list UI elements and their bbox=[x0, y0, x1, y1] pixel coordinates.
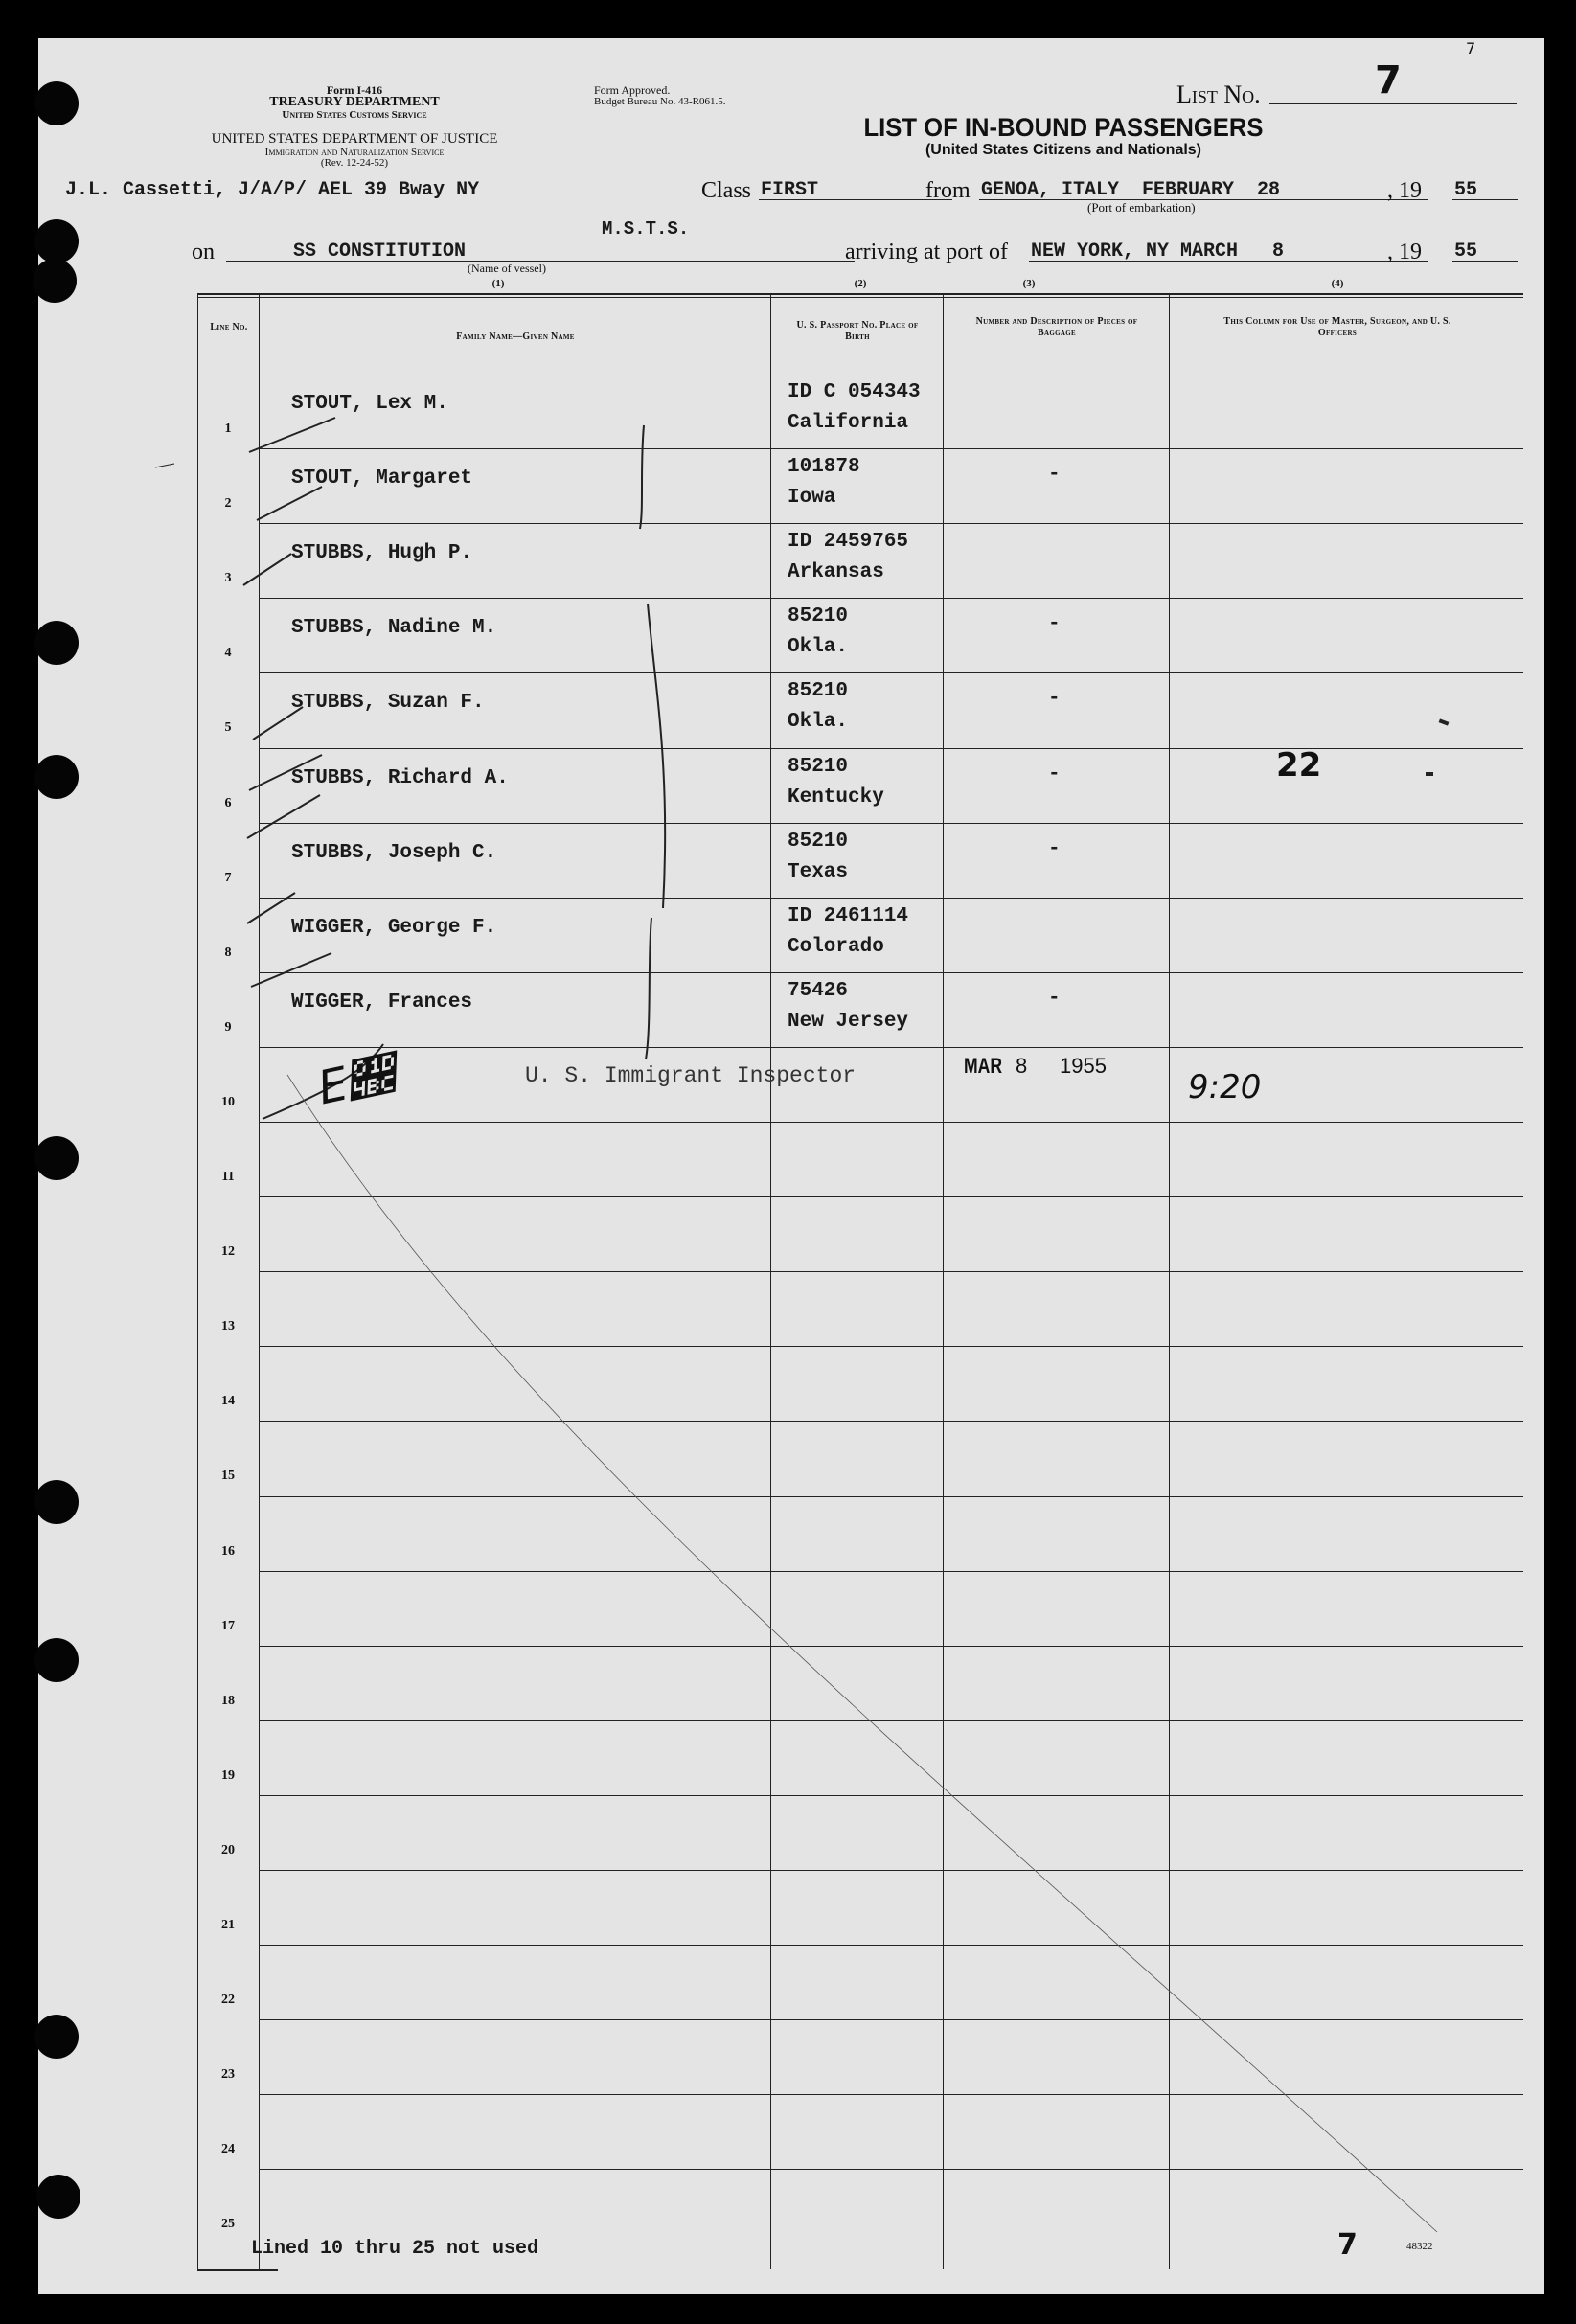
baggage-count: - bbox=[1048, 763, 1061, 786]
from-value: GENOA, ITALY FEBRUARY 28 bbox=[981, 179, 1281, 201]
line-number: 17 bbox=[221, 1619, 235, 1633]
bracket-mark bbox=[648, 604, 665, 908]
arriving-label: arriving at port of bbox=[845, 239, 1008, 264]
form-page bbox=[38, 38, 1544, 2294]
passenger-name: STUBBS, Nadine M. bbox=[291, 617, 497, 639]
line-number: 14 bbox=[221, 1394, 235, 1408]
line-number: 10 bbox=[221, 1095, 235, 1109]
check-mark bbox=[257, 487, 322, 520]
year-value-1: 55 bbox=[1454, 179, 1478, 201]
page-title: LIST OF IN-BOUND PASSENGERS bbox=[863, 113, 1264, 142]
form-approved: Form Approved. bbox=[594, 83, 671, 97]
place-of-birth: Texas bbox=[788, 861, 849, 883]
line-number: 22 bbox=[221, 1993, 235, 2007]
place-of-birth: Colorado bbox=[788, 936, 884, 958]
agent-stamp: J.L. Cassetti, J/A/P/ AEL 39 Bway NY bbox=[65, 179, 480, 201]
passenger-name: WIGGER, George F. bbox=[291, 917, 497, 939]
line-number: 16 bbox=[221, 1544, 235, 1559]
vessel-name: SS CONSTITUTION bbox=[293, 240, 467, 262]
inspector-time: 9:20 bbox=[1188, 1068, 1262, 1106]
bracket-mark bbox=[640, 425, 644, 529]
place-of-birth: California bbox=[788, 412, 909, 434]
baggage-count: - bbox=[1048, 838, 1061, 860]
line-number: 15 bbox=[221, 1469, 235, 1483]
passenger-name: STUBBS, Joseph C. bbox=[291, 842, 497, 864]
baggage-count: - bbox=[1048, 688, 1061, 710]
line-number: 5 bbox=[224, 720, 232, 735]
place-of-birth: Okla. bbox=[788, 636, 849, 658]
inspector-signature: E𝒼 bbox=[313, 1047, 399, 1116]
inspector-label: U. S. Immigrant Inspector bbox=[525, 1063, 857, 1088]
line-number: 3 bbox=[224, 571, 232, 585]
line-number: 1 bbox=[224, 422, 232, 436]
passport-number: 85210 bbox=[788, 831, 849, 853]
passenger-name: STUBBS, Richard A. bbox=[291, 767, 509, 789]
passport-number: ID 2459765 bbox=[788, 531, 909, 553]
passenger-name: STUBBS, Hugh P. bbox=[291, 542, 473, 564]
passenger-name: STOUT, Margaret bbox=[291, 467, 473, 490]
line-number: 21 bbox=[221, 1918, 235, 1932]
cancel-line bbox=[287, 1075, 1437, 2232]
arrival-value: NEW YORK, NY MARCH 8 bbox=[1031, 240, 1285, 262]
printer-number: 48322 bbox=[1406, 2241, 1433, 2252]
rev-label: (Rev. 12-24-52) bbox=[320, 157, 389, 169]
list-no-label: List No. bbox=[1176, 80, 1261, 108]
passport-number: 75426 bbox=[788, 980, 849, 1002]
line-number: 8 bbox=[224, 946, 232, 960]
passenger-name: WIGGER, Frances bbox=[291, 991, 473, 1014]
line-number: 6 bbox=[224, 796, 232, 810]
line-number: 7 bbox=[224, 871, 232, 885]
passport-number: 85210 bbox=[788, 605, 849, 627]
footer-page-mark: 7 bbox=[1337, 2228, 1358, 2262]
officer-mark: 22 bbox=[1276, 746, 1322, 785]
year-prefix-1: , 19 bbox=[1387, 178, 1422, 203]
class-label: Class bbox=[701, 178, 752, 203]
budget-bureau: Budget Bureau No. 43-R061.5. bbox=[594, 96, 726, 107]
line-number: 18 bbox=[221, 1694, 235, 1708]
line-number: 12 bbox=[221, 1244, 235, 1259]
col-num-4: (4) bbox=[1331, 278, 1344, 289]
col-head-line: Line No. bbox=[210, 322, 248, 332]
ink-dot bbox=[1426, 772, 1433, 776]
place-of-birth: Okla. bbox=[788, 711, 849, 733]
from-label: from bbox=[925, 178, 971, 203]
place-of-birth: New Jersey bbox=[788, 1011, 909, 1033]
stray-mark bbox=[155, 464, 174, 467]
handwritten-marks bbox=[38, 38, 1544, 2294]
check-mark bbox=[253, 707, 303, 740]
passenger-name: STOUT, Lex M. bbox=[291, 393, 448, 415]
treasury-label: TREASURY DEPARTMENT bbox=[269, 95, 440, 109]
passport-number: ID C 054343 bbox=[788, 381, 921, 403]
vessel-caption: (Name of vessel) bbox=[468, 262, 546, 275]
check-mark bbox=[247, 795, 320, 838]
passport-number: 85210 bbox=[788, 680, 849, 702]
col-head-name: Family Name—Given Name bbox=[456, 331, 575, 342]
passport-number: 85210 bbox=[788, 756, 849, 778]
place-of-birth: Iowa bbox=[788, 487, 836, 509]
year-prefix-2: , 19 bbox=[1387, 239, 1422, 264]
year-value-2: 55 bbox=[1454, 240, 1478, 262]
passport-number: ID 2461114 bbox=[788, 905, 909, 927]
ins-label: Immigration and Naturalization Service bbox=[264, 147, 445, 158]
place-of-birth: Kentucky bbox=[788, 786, 884, 809]
line-number: 24 bbox=[221, 2142, 235, 2156]
col-head-baggage: Number and Description of Pieces of Baggage bbox=[975, 316, 1138, 338]
corner-mark: 7 bbox=[1466, 39, 1476, 57]
stamp-day: 8 bbox=[1016, 1054, 1028, 1078]
line-number: 23 bbox=[221, 2067, 235, 2082]
line-number: 19 bbox=[221, 1768, 235, 1783]
embark-caption: (Port of embarkation) bbox=[1087, 200, 1196, 215]
stamp-month: MAR bbox=[964, 1054, 1003, 1078]
line-number: 13 bbox=[221, 1319, 235, 1333]
stamp-year: 1955 bbox=[1060, 1054, 1107, 1078]
passenger-name: STUBBS, Suzan F. bbox=[291, 692, 485, 714]
customs-label: United States Customs Service bbox=[282, 109, 427, 121]
line-number: 2 bbox=[224, 496, 232, 511]
line-number: 11 bbox=[221, 1170, 235, 1184]
msts-mark: M.S.T.S. bbox=[602, 218, 690, 239]
line-number: 9 bbox=[224, 1020, 232, 1035]
page-subtitle: (United States Citizens and Nationals) bbox=[925, 142, 1202, 158]
class-value: FIRST bbox=[761, 179, 819, 201]
check-mark bbox=[247, 893, 295, 923]
col-num-3: (3) bbox=[1022, 278, 1036, 289]
col-num-2: (2) bbox=[854, 278, 867, 289]
baggage-count: - bbox=[1048, 464, 1061, 486]
line-number: 20 bbox=[221, 1843, 235, 1857]
form-number: Form I-416 bbox=[326, 83, 383, 97]
passport-number: 101878 bbox=[788, 456, 860, 478]
line-number: 25 bbox=[221, 2217, 235, 2231]
footer-note: Lined 10 thru 25 not used bbox=[251, 2238, 539, 2260]
line-number: 4 bbox=[224, 646, 232, 660]
justice-label: UNITED STATES DEPARTMENT OF JUSTICE bbox=[211, 131, 498, 147]
check-mark bbox=[243, 554, 291, 585]
col-num-1: (1) bbox=[491, 278, 505, 289]
baggage-count: - bbox=[1048, 613, 1061, 635]
on-label: on bbox=[192, 239, 215, 264]
check-mark bbox=[249, 755, 322, 790]
check-mark bbox=[251, 953, 331, 987]
col-head-passport: U. S. Passport No. Place of Birth bbox=[796, 320, 919, 342]
place-of-birth: Arkansas bbox=[788, 561, 884, 583]
bracket-mark bbox=[646, 918, 651, 1059]
col-head-officers: This Column for Use of Master, Surgeon, and U. S. Officers bbox=[1223, 316, 1451, 338]
baggage-count: - bbox=[1048, 988, 1061, 1010]
list-no-value: 7 bbox=[1375, 58, 1402, 103]
check-mark bbox=[249, 418, 335, 452]
